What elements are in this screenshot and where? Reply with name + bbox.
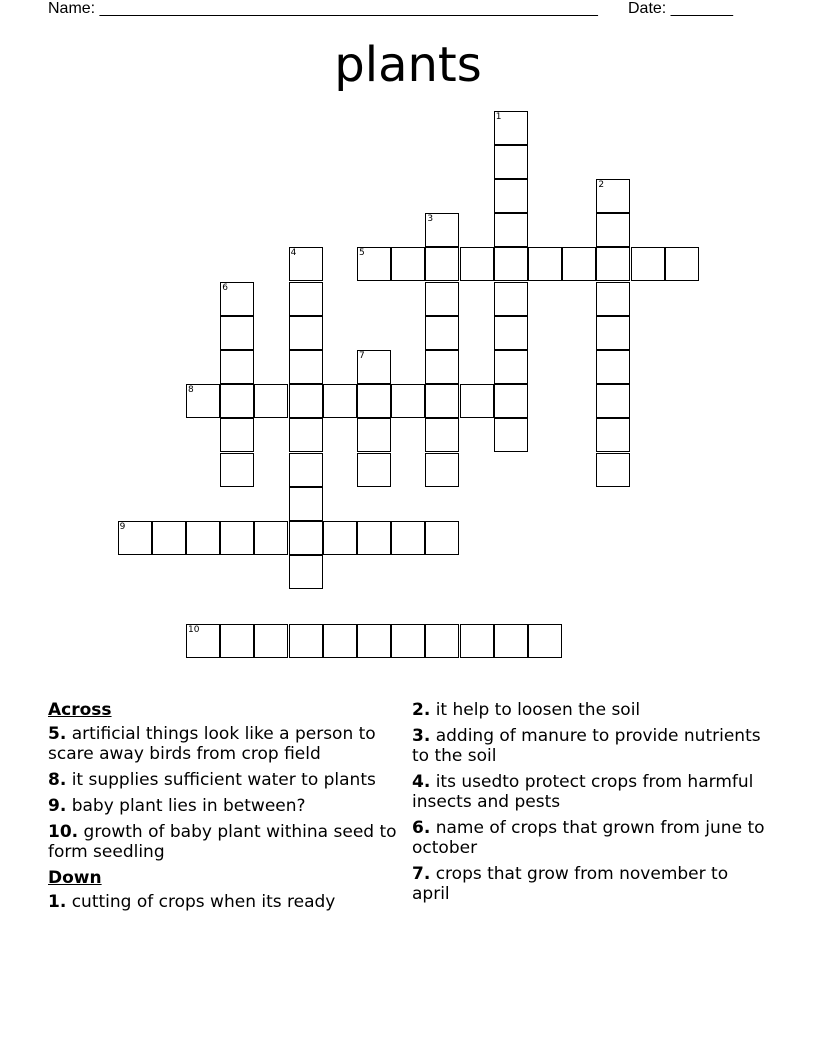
across-heading: Across bbox=[48, 700, 112, 720]
crossword-cell[interactable] bbox=[425, 213, 459, 247]
crossword-cell[interactable] bbox=[596, 384, 630, 418]
clue-number: 7 bbox=[359, 351, 365, 361]
crossword-cell[interactable] bbox=[357, 350, 391, 384]
clue-item-text: it help to loosen the soil bbox=[435, 700, 641, 720]
crossword-cell[interactable] bbox=[220, 350, 254, 384]
date-field-label: Date: _______ bbox=[628, 0, 733, 17]
clue-item-number: 8. bbox=[48, 770, 67, 790]
clue-item-text: growth of baby plant withina seed to form seedling bbox=[48, 822, 397, 862]
crossword-cell[interactable] bbox=[289, 247, 323, 281]
crossword-cell[interactable] bbox=[357, 247, 391, 281]
crossword-cell[interactable] bbox=[152, 521, 186, 555]
clue-item-text: baby plant lies in between? bbox=[71, 796, 306, 816]
crossword-cell[interactable] bbox=[460, 624, 494, 658]
crossword-cell[interactable] bbox=[494, 179, 528, 213]
crossword-cell[interactable] bbox=[596, 282, 630, 316]
crossword-cell[interactable] bbox=[631, 247, 665, 281]
clue-number: 5 bbox=[359, 248, 365, 259]
crossword-cell[interactable] bbox=[494, 213, 528, 247]
across-clue-list bbox=[48, 724, 403, 862]
crossword-cell[interactable] bbox=[425, 316, 459, 350]
crossword-cell[interactable] bbox=[323, 521, 357, 555]
clue-item-number: 7. bbox=[412, 864, 431, 884]
page-title: plants bbox=[334, 37, 482, 93]
crossword-cell[interactable] bbox=[596, 350, 630, 384]
crossword-cell[interactable] bbox=[220, 282, 254, 316]
crossword-cell[interactable] bbox=[494, 384, 528, 418]
clue-item-text: it supplies sufficient water to plants bbox=[71, 770, 376, 790]
clue-item-number: 5. bbox=[48, 724, 67, 744]
clues-right-column bbox=[412, 700, 767, 910]
crossword-cell[interactable] bbox=[289, 453, 323, 487]
clue-item-text: adding of manure to provide nutrients to the soil bbox=[412, 726, 761, 766]
clues-left-column bbox=[48, 700, 403, 918]
crossword-cell[interactable] bbox=[289, 521, 323, 555]
crossword-cell[interactable] bbox=[425, 418, 459, 452]
crossword-cell[interactable] bbox=[357, 521, 391, 555]
crossword-cell[interactable] bbox=[596, 179, 630, 213]
crossword-cell[interactable] bbox=[289, 487, 323, 521]
clue-item-text: name of crops that grown from june to october bbox=[412, 818, 765, 858]
clue-item bbox=[412, 864, 767, 904]
crossword-cell[interactable] bbox=[254, 384, 288, 418]
down-clue-list bbox=[48, 892, 403, 912]
crossword-cell[interactable] bbox=[425, 247, 459, 281]
crossword-cell[interactable] bbox=[494, 624, 528, 658]
clue-item-number: 2. bbox=[412, 700, 431, 720]
down-heading: Down bbox=[48, 868, 102, 888]
clue-item-text: cutting of crops when its ready bbox=[71, 892, 336, 912]
crossword-cell[interactable] bbox=[391, 521, 425, 555]
crossword-cell[interactable] bbox=[186, 521, 220, 555]
crossword-cell[interactable] bbox=[425, 453, 459, 487]
crossword-cell[interactable] bbox=[357, 624, 391, 658]
clue-item bbox=[412, 772, 767, 812]
crossword-cell[interactable] bbox=[596, 418, 630, 452]
crossword-cell[interactable] bbox=[528, 247, 562, 281]
crossword-cell[interactable] bbox=[425, 624, 459, 658]
crossword-cell[interactable] bbox=[460, 247, 494, 281]
crossword-cell[interactable] bbox=[425, 350, 459, 384]
clue-number: 4 bbox=[290, 248, 297, 259]
crossword-cell[interactable] bbox=[220, 384, 254, 418]
clue-number: 9 bbox=[119, 522, 126, 532]
clue-item-text: crops that grow from november to april bbox=[412, 864, 729, 904]
clue-number: 2 bbox=[598, 180, 605, 190]
crossword-cell[interactable] bbox=[460, 384, 494, 418]
clue-number: 10 bbox=[188, 624, 200, 635]
crossword-cell[interactable] bbox=[357, 384, 391, 418]
crossword-cell[interactable] bbox=[220, 418, 254, 452]
clue-item-number: 4. bbox=[412, 772, 431, 792]
name-field-label: Name: ________________________________________________________ bbox=[48, 0, 598, 17]
crossword-cell[interactable] bbox=[118, 521, 152, 555]
crossword-cell[interactable] bbox=[425, 521, 459, 555]
crossword-cell[interactable] bbox=[494, 111, 528, 145]
clue-item-number: 10. bbox=[48, 822, 79, 842]
clue-number: 6 bbox=[222, 282, 228, 293]
crossword-cell[interactable] bbox=[494, 418, 528, 452]
crossword-cell[interactable] bbox=[289, 350, 323, 384]
crossword-cell[interactable] bbox=[391, 247, 425, 281]
crossword-cell[interactable] bbox=[494, 247, 528, 281]
crossword-cell[interactable] bbox=[425, 384, 459, 418]
clue-item bbox=[48, 724, 403, 764]
crossword-cell[interactable] bbox=[357, 453, 391, 487]
clue-item bbox=[412, 700, 767, 720]
clue-item-number: 9. bbox=[48, 796, 67, 816]
crossword-cell[interactable] bbox=[220, 521, 254, 555]
crossword-cell[interactable] bbox=[562, 247, 596, 281]
crossword-cell[interactable] bbox=[494, 145, 528, 179]
crossword-cell[interactable] bbox=[665, 247, 699, 281]
clue-item-text: its usedto protect crops from harmful insects and pests bbox=[412, 772, 754, 812]
crossword-cell[interactable] bbox=[220, 624, 254, 658]
crossword-cell[interactable] bbox=[596, 316, 630, 350]
clue-number: 3 bbox=[427, 214, 434, 225]
clue-number: 1 bbox=[495, 111, 502, 122]
crossword-cell[interactable] bbox=[289, 624, 323, 658]
crossword-cell[interactable] bbox=[391, 624, 425, 658]
crossword-cell[interactable] bbox=[323, 624, 357, 658]
clue-item bbox=[48, 892, 403, 912]
crossword-cell[interactable] bbox=[596, 213, 630, 247]
crossword-cell[interactable] bbox=[494, 282, 528, 316]
clue-number: 8 bbox=[188, 385, 194, 396]
crossword-cell[interactable] bbox=[186, 624, 220, 658]
crossword-cell[interactable] bbox=[186, 384, 220, 418]
crossword-cell[interactable] bbox=[289, 555, 323, 589]
clue-item bbox=[48, 796, 403, 816]
crossword-cell[interactable] bbox=[289, 384, 323, 418]
clue-item-text: artificial things look like a person to scare away birds from crop field bbox=[48, 724, 376, 764]
crossword-cell[interactable] bbox=[254, 521, 288, 555]
clue-item bbox=[48, 770, 403, 790]
clue-item bbox=[48, 822, 403, 862]
crossword-cell[interactable] bbox=[494, 350, 528, 384]
crossword-cell[interactable] bbox=[357, 418, 391, 452]
crossword-cell[interactable] bbox=[323, 384, 357, 418]
clue-item bbox=[412, 726, 767, 766]
crossword-cell[interactable] bbox=[289, 282, 323, 316]
crossword-cell[interactable] bbox=[391, 384, 425, 418]
clue-item bbox=[412, 818, 767, 858]
crossword-cell[interactable] bbox=[528, 624, 562, 658]
crossword-cell[interactable] bbox=[220, 316, 254, 350]
clue-item-number: 3. bbox=[412, 726, 431, 746]
crossword-cell[interactable] bbox=[289, 316, 323, 350]
crossword-cell[interactable] bbox=[596, 247, 630, 281]
crossword-cell[interactable] bbox=[425, 282, 459, 316]
crossword-cell[interactable] bbox=[289, 418, 323, 452]
down-clue-list-continued bbox=[412, 700, 767, 904]
clue-item-number: 1. bbox=[48, 892, 67, 912]
crossword-cell[interactable] bbox=[494, 316, 528, 350]
crossword-cell[interactable] bbox=[220, 453, 254, 487]
crossword-cell[interactable] bbox=[254, 624, 288, 658]
crossword-cell[interactable] bbox=[596, 453, 630, 487]
clue-item-number: 6. bbox=[412, 818, 431, 838]
